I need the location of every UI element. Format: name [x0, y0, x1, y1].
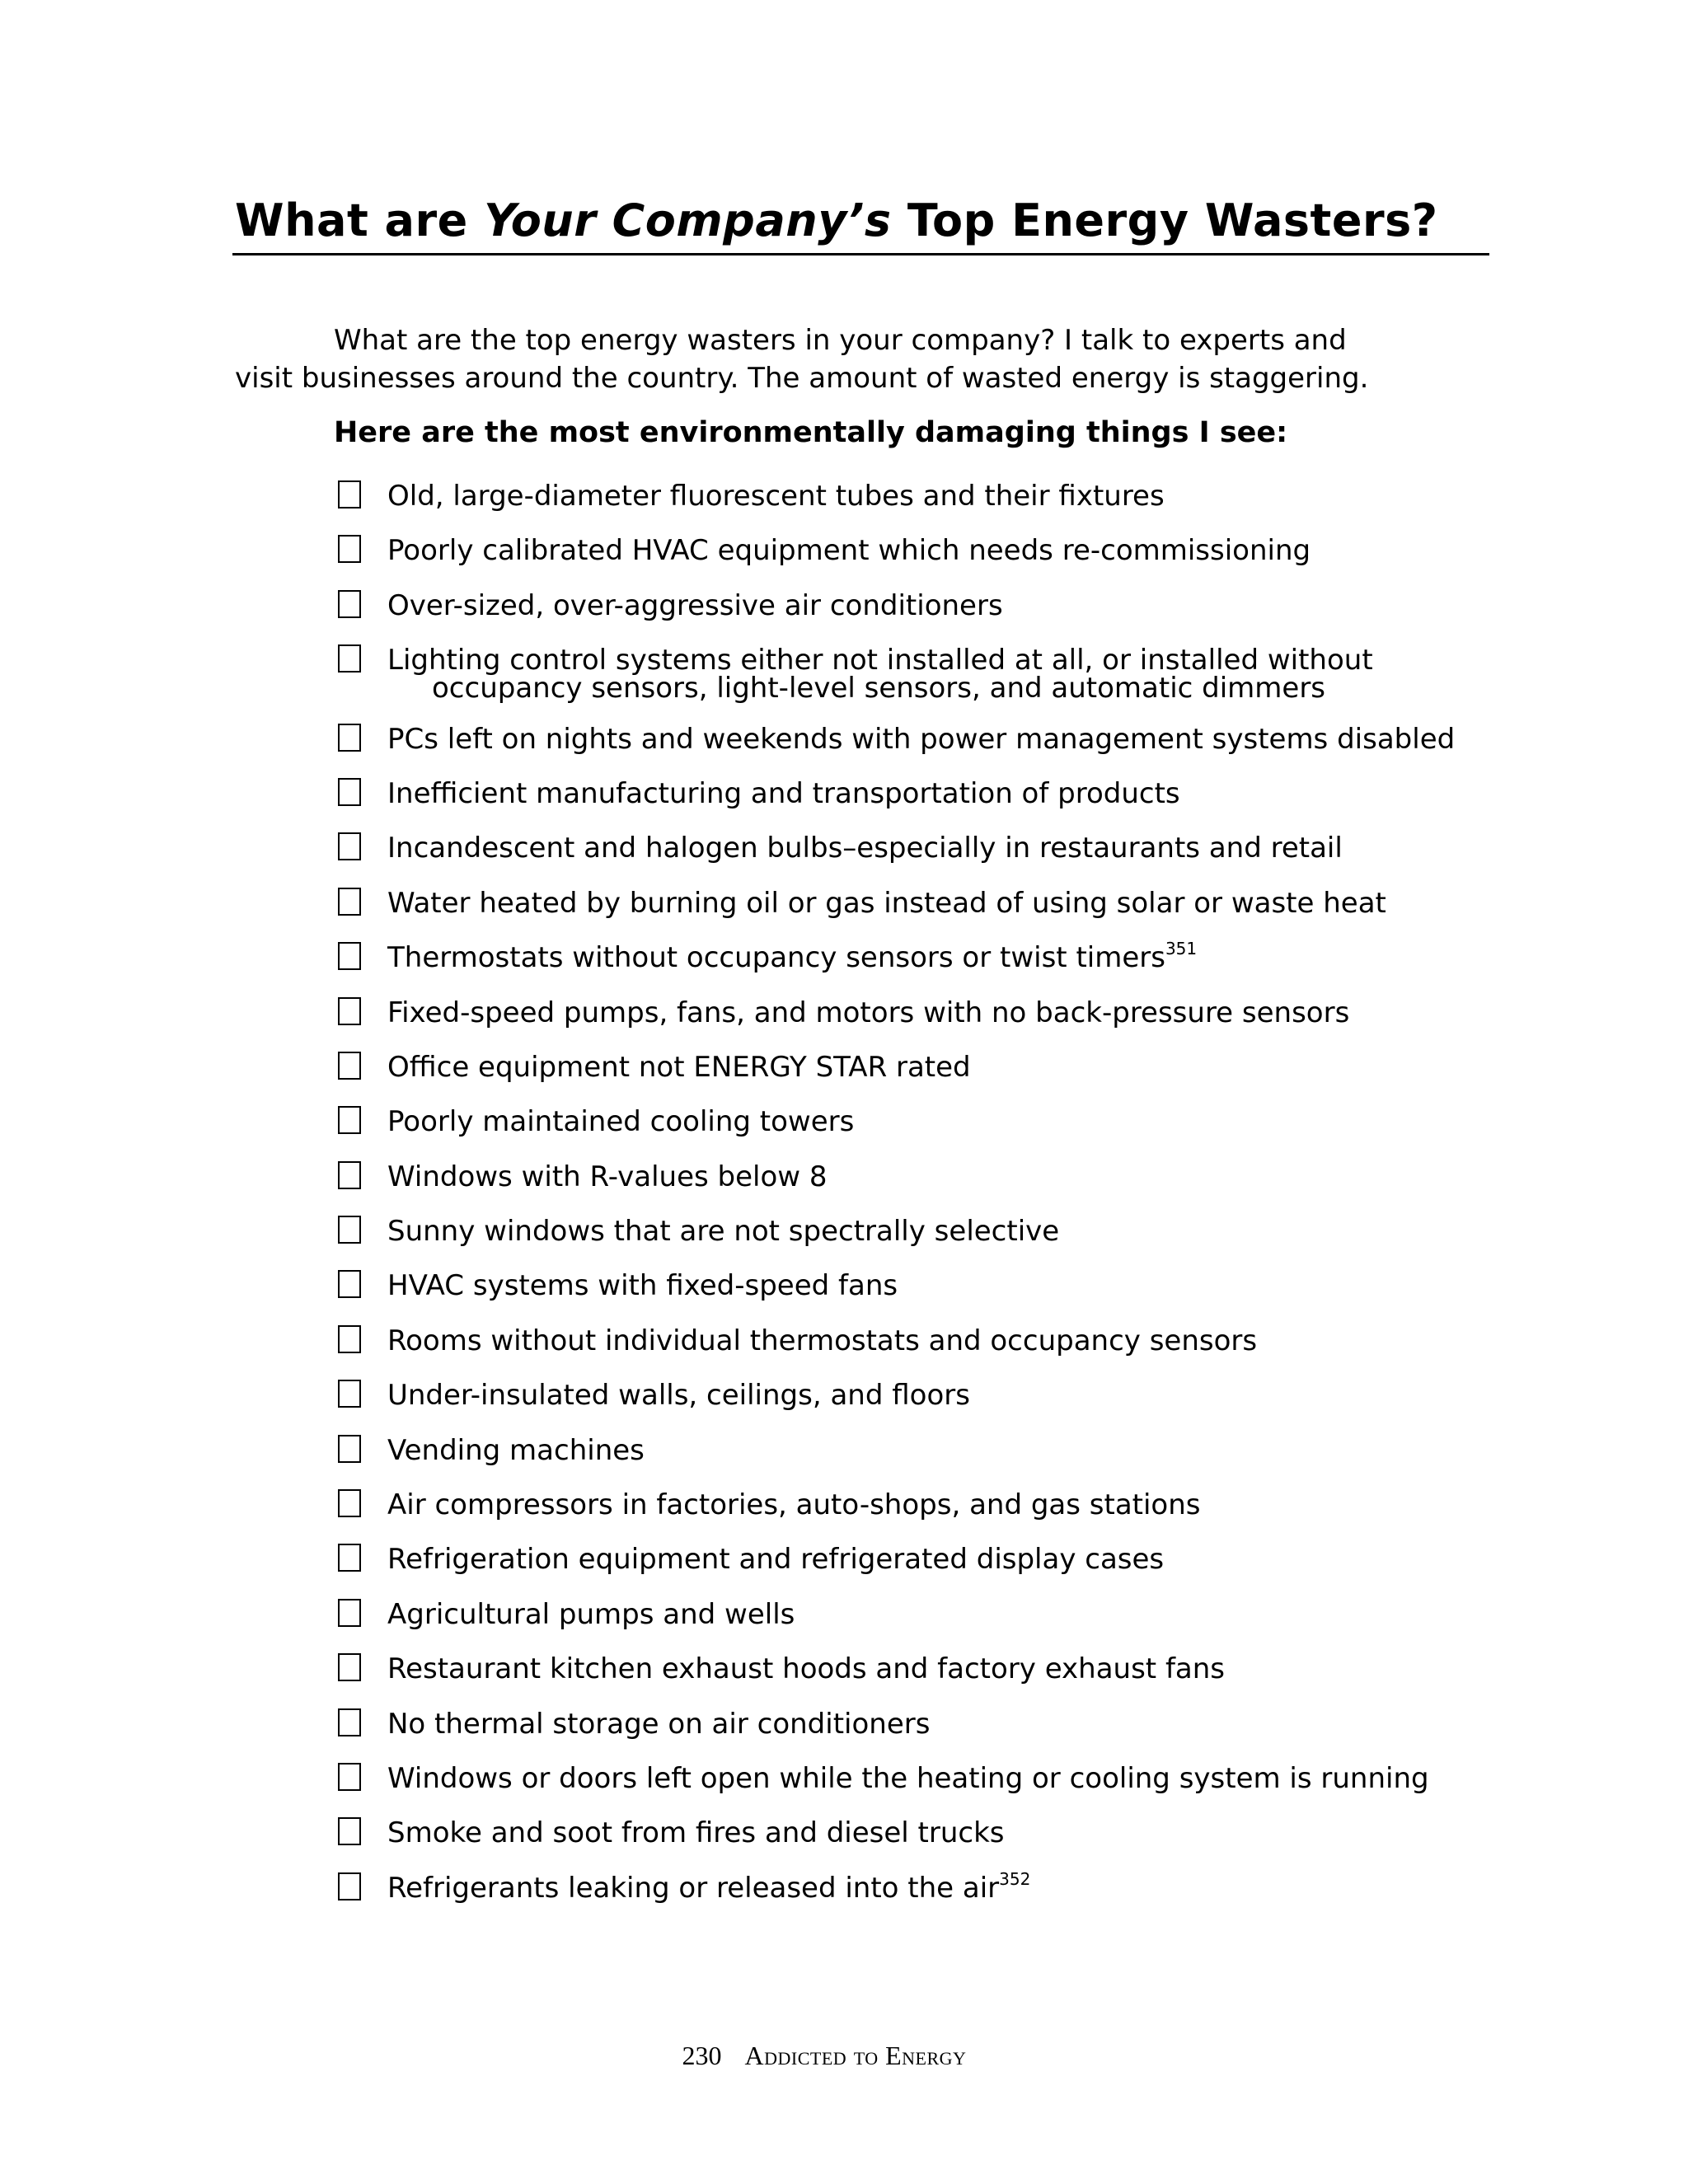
- checkbox[interactable]: [338, 1380, 361, 1408]
- checklist-item-label: Water heated by burning oil or gas instead of using solar or waste heat: [387, 886, 1386, 920]
- title-part-2: Top Energy Wasters?: [891, 194, 1438, 246]
- checklist-item-label: HVAC systems with fixed-speed fans: [387, 1269, 898, 1303]
- checklist-item: [334, 642, 1488, 703]
- checkbox[interactable]: [338, 1216, 361, 1244]
- checklist-item-text: [387, 832, 1343, 865]
- checklist-item-text: [387, 642, 1488, 703]
- checkbox[interactable]: [338, 778, 361, 806]
- checkbox[interactable]: [338, 1599, 361, 1627]
- checklist-item-label: Lighting control systems either not installed at all, or installed without: [387, 644, 1373, 677]
- checklist-item-label: Old, large-diameter fluorescent tubes and their fixtures: [387, 480, 1165, 513]
- checkbox[interactable]: [338, 1435, 361, 1463]
- checkbox[interactable]: [338, 1270, 361, 1298]
- checklist-item-label: Fixed-speed pumps, fans, and motors with no back-pressure sensors: [387, 996, 1350, 1029]
- checklist-item-text: [387, 534, 1311, 567]
- checklist-item: [334, 1268, 1488, 1305]
- checklist-item: [334, 1870, 1488, 1907]
- checklist-item: [334, 588, 1488, 625]
- checklist-item: [334, 1323, 1488, 1360]
- checklist-item: [334, 1487, 1488, 1524]
- checkbox[interactable]: [338, 1052, 361, 1080]
- checklist-item-label: Smoke and soot from fires and diesel trucks: [387, 1816, 1005, 1850]
- checklist-item-label: Poorly maintained cooling towers: [387, 1105, 855, 1139]
- checklist-item: [334, 1159, 1488, 1196]
- checklist-item-text: [387, 1434, 645, 1467]
- checklist-item-label: No thermal storage on air conditioners: [387, 1707, 931, 1741]
- checklist-item: [334, 532, 1488, 569]
- checklist-item-text: [387, 777, 1180, 810]
- checklist-item: [334, 776, 1488, 813]
- checklist-item-label: Office equipment not ENERGY STAR rated: [387, 1050, 971, 1084]
- checkbox[interactable]: [338, 1106, 361, 1134]
- checklist-item-label: Poorly calibrated HVAC equipment which needs re-commissioning: [387, 534, 1311, 568]
- checklist-item-text: [387, 723, 1455, 756]
- checkbox[interactable]: [338, 1763, 361, 1791]
- running-title: Addicted to Energy: [744, 2041, 967, 2070]
- checklist-item-text: [387, 1762, 1429, 1795]
- checklist-item: [334, 1596, 1488, 1633]
- checklist-item-label: Over-sized, over-aggressive air conditioners: [387, 588, 1003, 622]
- checkbox[interactable]: [338, 724, 361, 752]
- checklist-item: [334, 1049, 1488, 1086]
- checkbox[interactable]: [338, 1817, 361, 1845]
- checklist-item-continuation: occupancy sensors, light-level sensors, and automatic dimmers: [432, 672, 1326, 705]
- page-number: 230: [682, 2041, 722, 2070]
- checklist-item-text: [387, 480, 1165, 513]
- checklist-item-label: Agricultural pumps and wells: [387, 1597, 795, 1631]
- checklist-item-text: [387, 1215, 1059, 1248]
- energy-wasters-checklist: [334, 478, 1488, 1924]
- checklist-item: [334, 940, 1488, 977]
- checklist-item: [334, 830, 1488, 867]
- checklist-item: [334, 1104, 1488, 1141]
- checklist-item: [334, 1815, 1488, 1852]
- checklist-item: [334, 478, 1488, 515]
- checklist-item-label: Refrigerants leaking or released into the air: [387, 1871, 1000, 1905]
- checklist-item-label: Restaurant kitchen exhaust hoods and factory exhaust fans: [387, 1652, 1226, 1686]
- checklist-item-text: [387, 887, 1386, 920]
- title-underline-rule: [232, 253, 1489, 255]
- checklist-lead-in: Here are the most environmentally damaging things I see:: [334, 416, 1288, 449]
- checklist-item-label: Windows or doors left open while the heating or cooling system is running: [387, 1761, 1429, 1795]
- checkbox[interactable]: [338, 480, 361, 509]
- title-italic-part: Your Company’s: [484, 194, 892, 246]
- checklist-item: [334, 1377, 1488, 1414]
- checkbox[interactable]: [338, 997, 361, 1025]
- checklist-item-label: PCs left on nights and weekends with power management systems disabled: [387, 722, 1456, 756]
- checklist-item-label: Sunny windows that are not spectrally selective: [387, 1215, 1060, 1249]
- checklist-item-text: [387, 1051, 971, 1084]
- checklist-item: [334, 1541, 1488, 1578]
- intro-paragraph: [235, 321, 1405, 397]
- checklist-item-label: Incandescent and halogen bulbs–especially in restaurants and retail: [387, 832, 1343, 865]
- checkbox[interactable]: [338, 1325, 361, 1353]
- footnote-reference[interactable]: 351: [1165, 939, 1198, 959]
- checklist-item-text: [387, 1868, 1031, 1905]
- checkbox[interactable]: [338, 1161, 361, 1189]
- checkbox[interactable]: [338, 942, 361, 970]
- checklist-item: [334, 1760, 1488, 1797]
- checklist-item: [334, 721, 1488, 758]
- checklist-item-text: [387, 996, 1349, 1029]
- checklist-item-text: [387, 1324, 1257, 1357]
- checklist-item-label: Inefficient manufacturing and transportation of products: [387, 776, 1180, 810]
- checkbox[interactable]: [338, 590, 361, 618]
- checkbox[interactable]: [338, 535, 361, 563]
- checklist-item-text: [387, 1488, 1201, 1521]
- title-part-1: What are: [235, 194, 485, 246]
- checklist-item-label: Air compressors in factories, auto-shops, and gas stations: [387, 1488, 1201, 1522]
- checklist-item: [334, 1706, 1488, 1743]
- page-title: [235, 190, 1488, 252]
- checklist-item-text: [387, 589, 1003, 622]
- checklist-item: [334, 995, 1488, 1032]
- checklist-item-text: [387, 1652, 1225, 1685]
- checklist-item-text: [387, 1598, 795, 1631]
- checklist-item-label: Refrigeration equipment and refrigerated display cases: [387, 1543, 1165, 1577]
- checkbox[interactable]: [338, 644, 361, 673]
- checklist-item-label: Rooms without individual thermostats and occupancy sensors: [387, 1324, 1258, 1357]
- checklist-item-text: [387, 1543, 1164, 1576]
- checkbox[interactable]: [338, 1872, 361, 1900]
- checklist-item-text: [387, 941, 1197, 974]
- checkbox[interactable]: [338, 1708, 361, 1736]
- checkbox[interactable]: [338, 1653, 361, 1681]
- checkbox[interactable]: [338, 832, 361, 860]
- checklist-item-text: [387, 1105, 854, 1138]
- checklist-item-text: [387, 1269, 898, 1302]
- checklist-item-text: [387, 1816, 1005, 1849]
- checkbox[interactable]: [338, 1489, 361, 1517]
- checklist-item-label: Vending machines: [387, 1433, 645, 1467]
- intro-text: What are the top energy wasters in your company? I talk to experts and visit businesses around the country. The amount of wasted energy is staggering.: [235, 324, 1369, 395]
- checklist-item-label: Windows with R-values below 8: [387, 1160, 828, 1193]
- checklist-item: [334, 1213, 1488, 1250]
- checklist-item-text: [387, 1708, 930, 1741]
- checkbox[interactable]: [338, 888, 361, 916]
- checkbox[interactable]: [338, 1544, 361, 1572]
- checklist-item-text: [387, 1379, 970, 1412]
- checklist-item: [334, 1651, 1488, 1688]
- checklist-item-label: Under-insulated walls, ceilings, and floors: [387, 1379, 970, 1413]
- footnote-reference[interactable]: 352: [999, 1868, 1031, 1889]
- checklist-item: [334, 885, 1488, 922]
- checklist-item-label: Thermostats without occupancy sensors or twist timers: [387, 941, 1165, 975]
- page-footer: [0, 2037, 1648, 2074]
- checklist-item: [334, 1432, 1488, 1469]
- checklist-item-text: [387, 1160, 828, 1193]
